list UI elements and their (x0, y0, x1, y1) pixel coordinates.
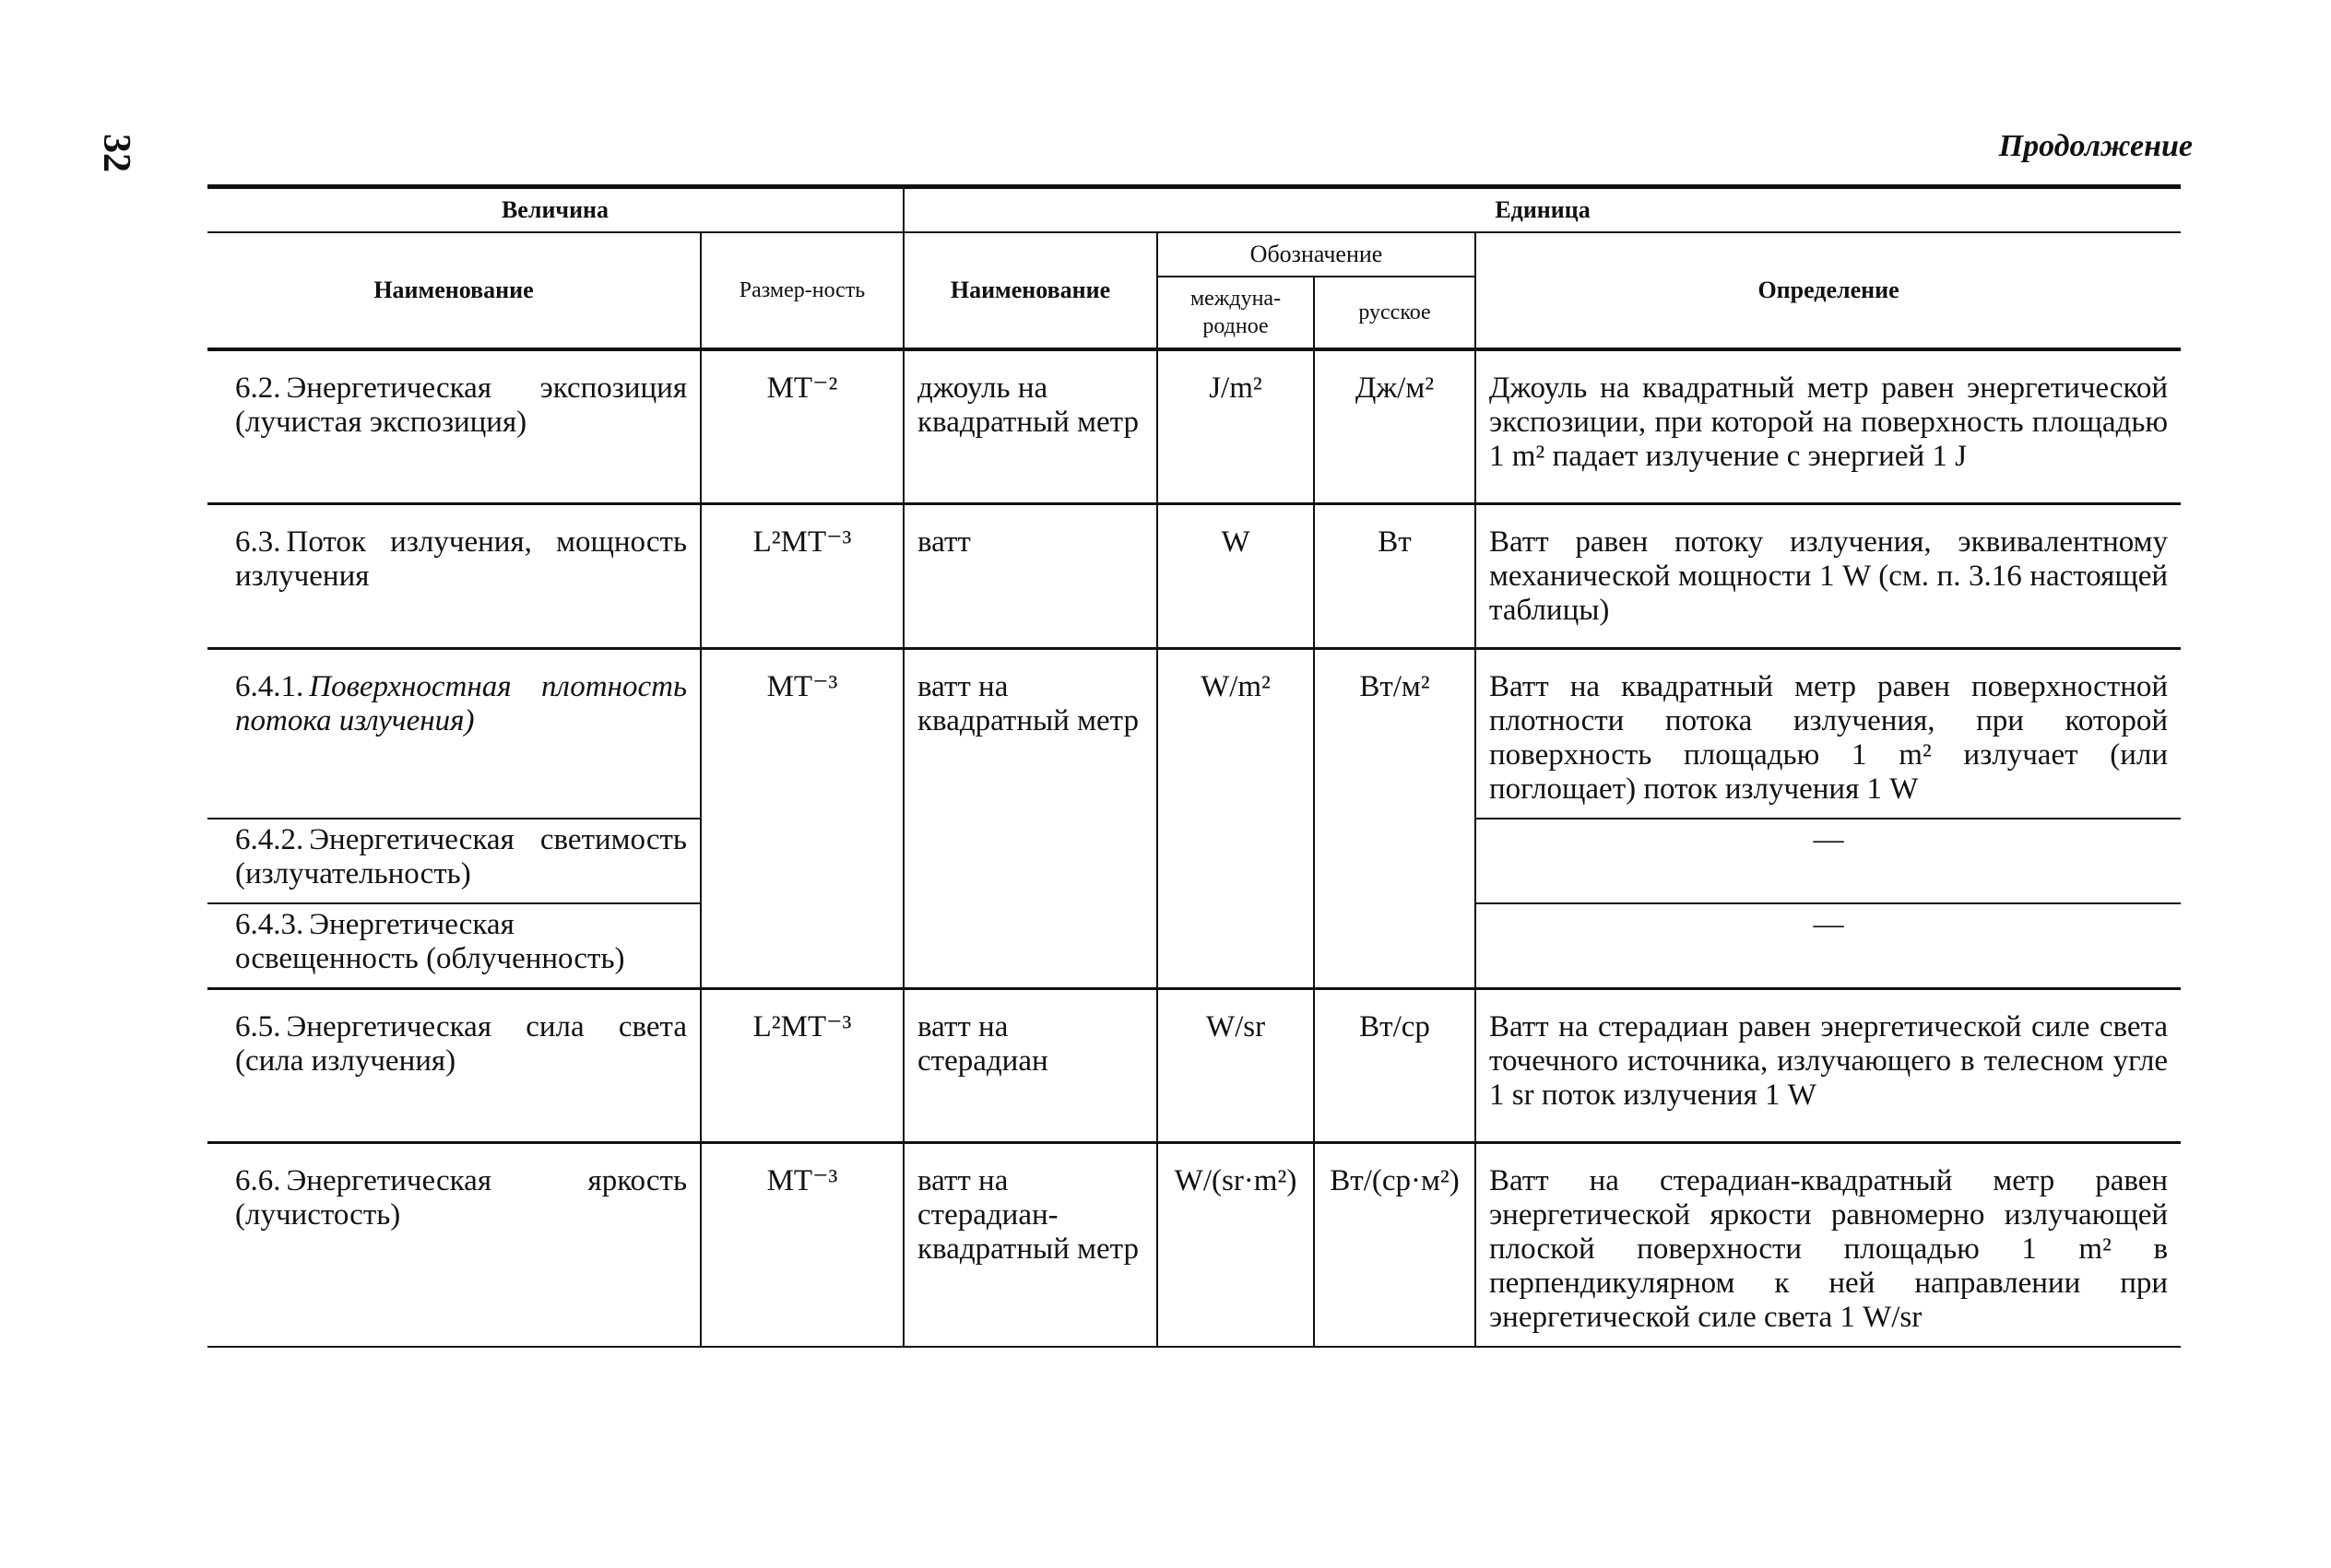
header-dimension: Размер-ность (701, 232, 904, 349)
dimension: L²MT⁻³ (701, 504, 904, 649)
unit-name: ватт на квадратный метр (904, 649, 1157, 989)
unit-name: ватт на стерадиан-квадратный метр (904, 1143, 1157, 1348)
row-number: 6.3. (235, 525, 281, 559)
definition: Джоуль на квадратный метр равен энергетической экспозиции, при которой на поверхность площадью 1 m² падает излучение с энергией 1 J (1475, 349, 2181, 504)
unit-name: джоуль на квадратный метр (904, 349, 1157, 504)
russian-symbol: Вт (1314, 504, 1475, 649)
quantity-name-cell (207, 819, 701, 903)
quantity-name: Энергетическая яркость (лучистость) (235, 1164, 687, 1232)
international-symbol: W/sr (1157, 989, 1314, 1143)
table-row (207, 504, 2181, 649)
quantity-name-cell (207, 649, 701, 819)
dimension: MT⁻³ (701, 1143, 904, 1348)
quantity-name-cell (207, 349, 701, 504)
definition: — (1475, 819, 2181, 903)
units-table (207, 184, 2181, 1348)
definition: Ватт на стерадиан-квадратный метр равен энергетической яркости равномерно излучающей плоской поверхности площадью 1 m² в перпендикулярном к ней направлении при энергетической силе света 1 W/sr (1475, 1143, 2181, 1348)
definition: — (1475, 903, 2181, 989)
table-row (207, 649, 2181, 819)
header-international: междуна-родное (1157, 277, 1314, 349)
unit-name: ватт на стерадиан (904, 989, 1157, 1143)
definition: Ватт на стерадиан равен энергетической силе света точечного источника, излучающего в телесном угле 1 sr поток излучения 1 W (1475, 989, 2181, 1143)
row-number: 6.4.2. (235, 823, 304, 856)
header-unit: Единица (904, 187, 2181, 233)
international-symbol: W/(sr·m²) (1157, 1143, 1314, 1348)
quantity-name-cell (207, 1143, 701, 1348)
row-number: 6.4.3. (235, 908, 304, 941)
quantity-name: Поток излучения, мощность излучения (235, 525, 687, 593)
row-number: 6.2. (235, 371, 281, 405)
russian-symbol: Вт/м² (1314, 649, 1475, 989)
dimension: MT⁻² (701, 349, 904, 504)
quantity-name: Поверхностная плотность потока излучения) (235, 670, 687, 737)
definition: Ватт равен потоку излучения, эквивалентному механической мощности 1 W (см. п. 3.16 настоящей таблицы) (1475, 504, 2181, 649)
definition: Ватт на квадратный метр равен поверхностной плотности потока излучения, при которой поверхность площадью 1 m² излучает (или поглощает) поток излучения 1 W (1475, 649, 2181, 819)
continuation-label: Продолжение (1998, 129, 2193, 163)
quantity-name: Энергетическая сила света (сила излучения) (235, 1010, 687, 1078)
international-symbol: W (1157, 504, 1314, 649)
russian-symbol: Дж/м² (1314, 349, 1475, 504)
row-number: 6.4.1. (235, 670, 304, 703)
table-row (207, 349, 2181, 504)
header-designation: Обозначение (1157, 232, 1475, 277)
russian-symbol: Вт/(ср·м²) (1314, 1143, 1475, 1348)
dimension: MT⁻³ (701, 649, 904, 989)
russian-symbol: Вт/ср (1314, 989, 1475, 1143)
quantity-name-cell (207, 903, 701, 989)
quantity-name-cell (207, 989, 701, 1143)
quantity-name: Энергетическая светимость (излучательность) (235, 823, 687, 890)
header-quantity: Величина (207, 187, 904, 233)
row-number: 6.6. (235, 1164, 281, 1197)
unit-name: ватт (904, 504, 1157, 649)
quantity-name: Энергетическая экспозиция (лучистая экспозиция) (235, 371, 687, 439)
header-quantity-name: Наименование (207, 232, 701, 349)
page-number: 32 (95, 134, 137, 172)
table-row (207, 1143, 2181, 1348)
quantity-name: Энергетическая освещенность (облученность) (235, 908, 625, 975)
header-russian: русское (1314, 277, 1475, 349)
header-definition: Определение (1475, 232, 2181, 349)
table-row (207, 989, 2181, 1143)
quantity-name-cell (207, 504, 701, 649)
international-symbol: W/m² (1157, 649, 1314, 989)
international-symbol: J/m² (1157, 349, 1314, 504)
row-number: 6.5. (235, 1010, 281, 1043)
dimension: L²MT⁻³ (701, 989, 904, 1143)
header-unit-name: Наименование (904, 232, 1157, 349)
